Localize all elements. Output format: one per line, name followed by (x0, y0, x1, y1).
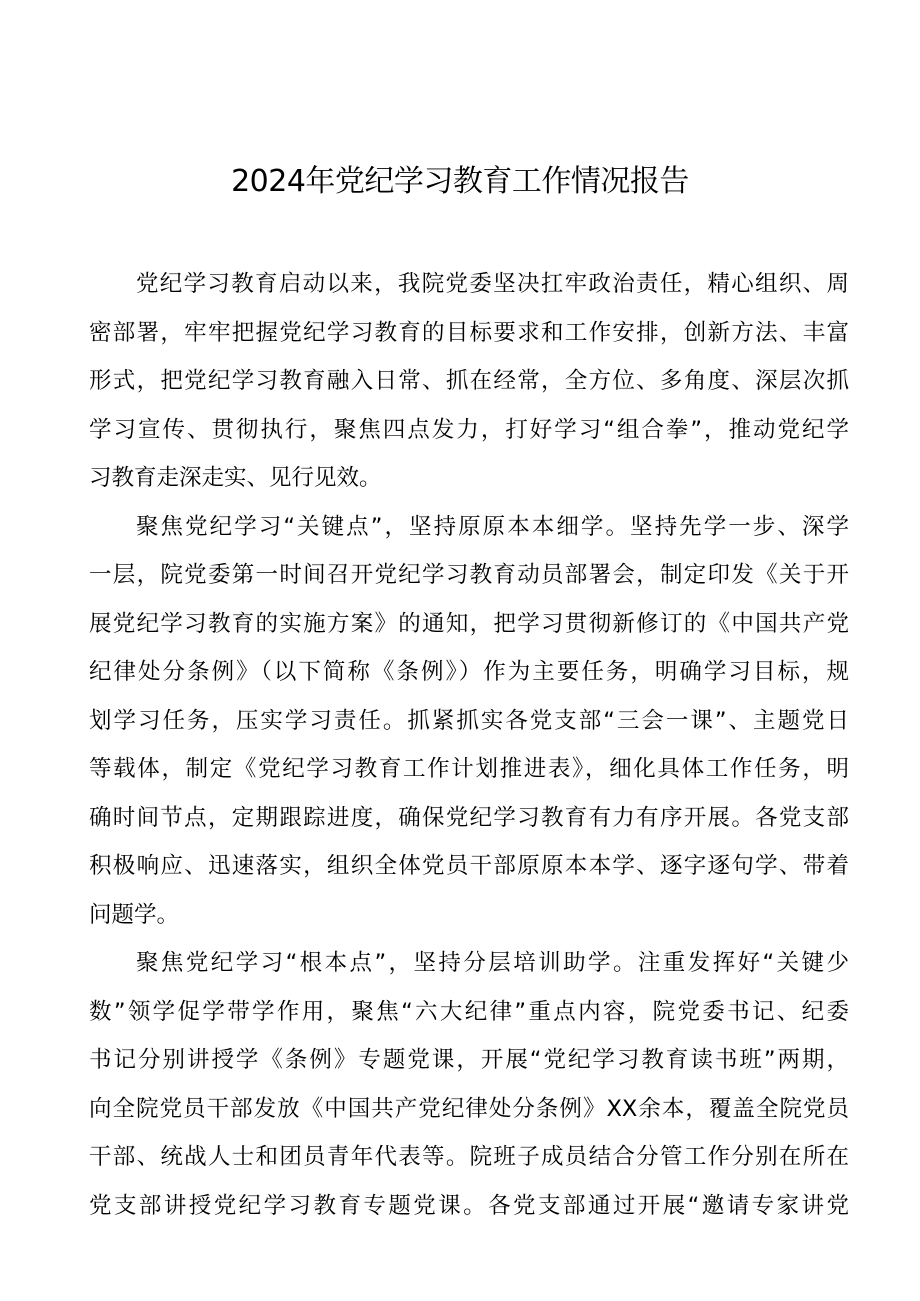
document-body (89, 260, 849, 1230)
text-line: 聚焦党纪学习“关键点”，坚持原原本本细学。坚持先学一步、深学 (136, 513, 849, 540)
text-line: 党支部讲授党纪学习教育专题党课。各党支部通过开展“邀请专家讲党 (89, 1192, 849, 1219)
text-line: 一层，院党委第一时间召开党纪学习教育动员部署会，制定印发《关于开 (89, 562, 849, 588)
text-line: 纪律处分条例》（以下简称《条例》）作为主要任务，明确学习目标，规 (89, 659, 849, 685)
text-line: 党纪学习教育启动以来，我院党委坚决扛牢政治责任，精心组织、周 (136, 271, 849, 297)
paragraph-3 (89, 939, 849, 1230)
text-line: 数”领学促学带学作用，聚焦“六大纪律”重点内容，院党委书记、纪委 (89, 998, 849, 1025)
paragraph-2 (89, 503, 849, 940)
text-line: 向全院党员干部发放《中国共产党纪律处分条例》XX余本，覆盖全院党员 (89, 1095, 849, 1122)
text-line: 积极响应、迅速落实，组织全体党员干部原原本本学、逐字逐句学、带着 (89, 853, 849, 879)
paragraph-1 (89, 260, 849, 503)
document-title: 2024年党纪学习教育工作情况报告 (231, 164, 689, 199)
text-line: 划学习任务，压实学习责任。抓紧抓实各党支部“三会一课”、主题党日 (89, 707, 849, 734)
text-line: 形式，把党纪学习教育融入日常、抓在经常，全方位、多角度、深层次抓 (89, 368, 849, 394)
text-line: 问题学。 (89, 901, 180, 928)
text-line: 等载体，制定《党纪学习教育工作计划推进表》，细化具体工作任务，明 (89, 756, 849, 782)
text-line: 展党纪学习教育的实施方案》的通知，把学习贯彻新修订的《中国共产党 (89, 610, 849, 637)
text-line: 干部、统战人士和团员青年代表等。院班子成员结合分管工作分别在所在 (89, 1144, 849, 1170)
text-line: 习教育走深走实、见行见效。 (89, 465, 382, 491)
text-line: 书记分别讲授学《条例》专题党课，开展“党纪学习教育读书班”两期， (89, 1047, 849, 1073)
text-line: 确时间节点，定期跟踪进度，确保党纪学习教育有力有序开展。各党支部 (89, 804, 849, 831)
text-line: 密部署，牢牢把握党纪学习教育的目标要求和工作安排，创新方法、丰富 (89, 319, 849, 346)
text-line: 学习宣传、贯彻执行，聚焦四点发力，打好学习“组合拳”，推动党纪学 (89, 416, 849, 443)
text-line: 聚焦党纪学习“根本点”，坚持分层培训助学。注重发挥好“关键少 (136, 950, 849, 976)
